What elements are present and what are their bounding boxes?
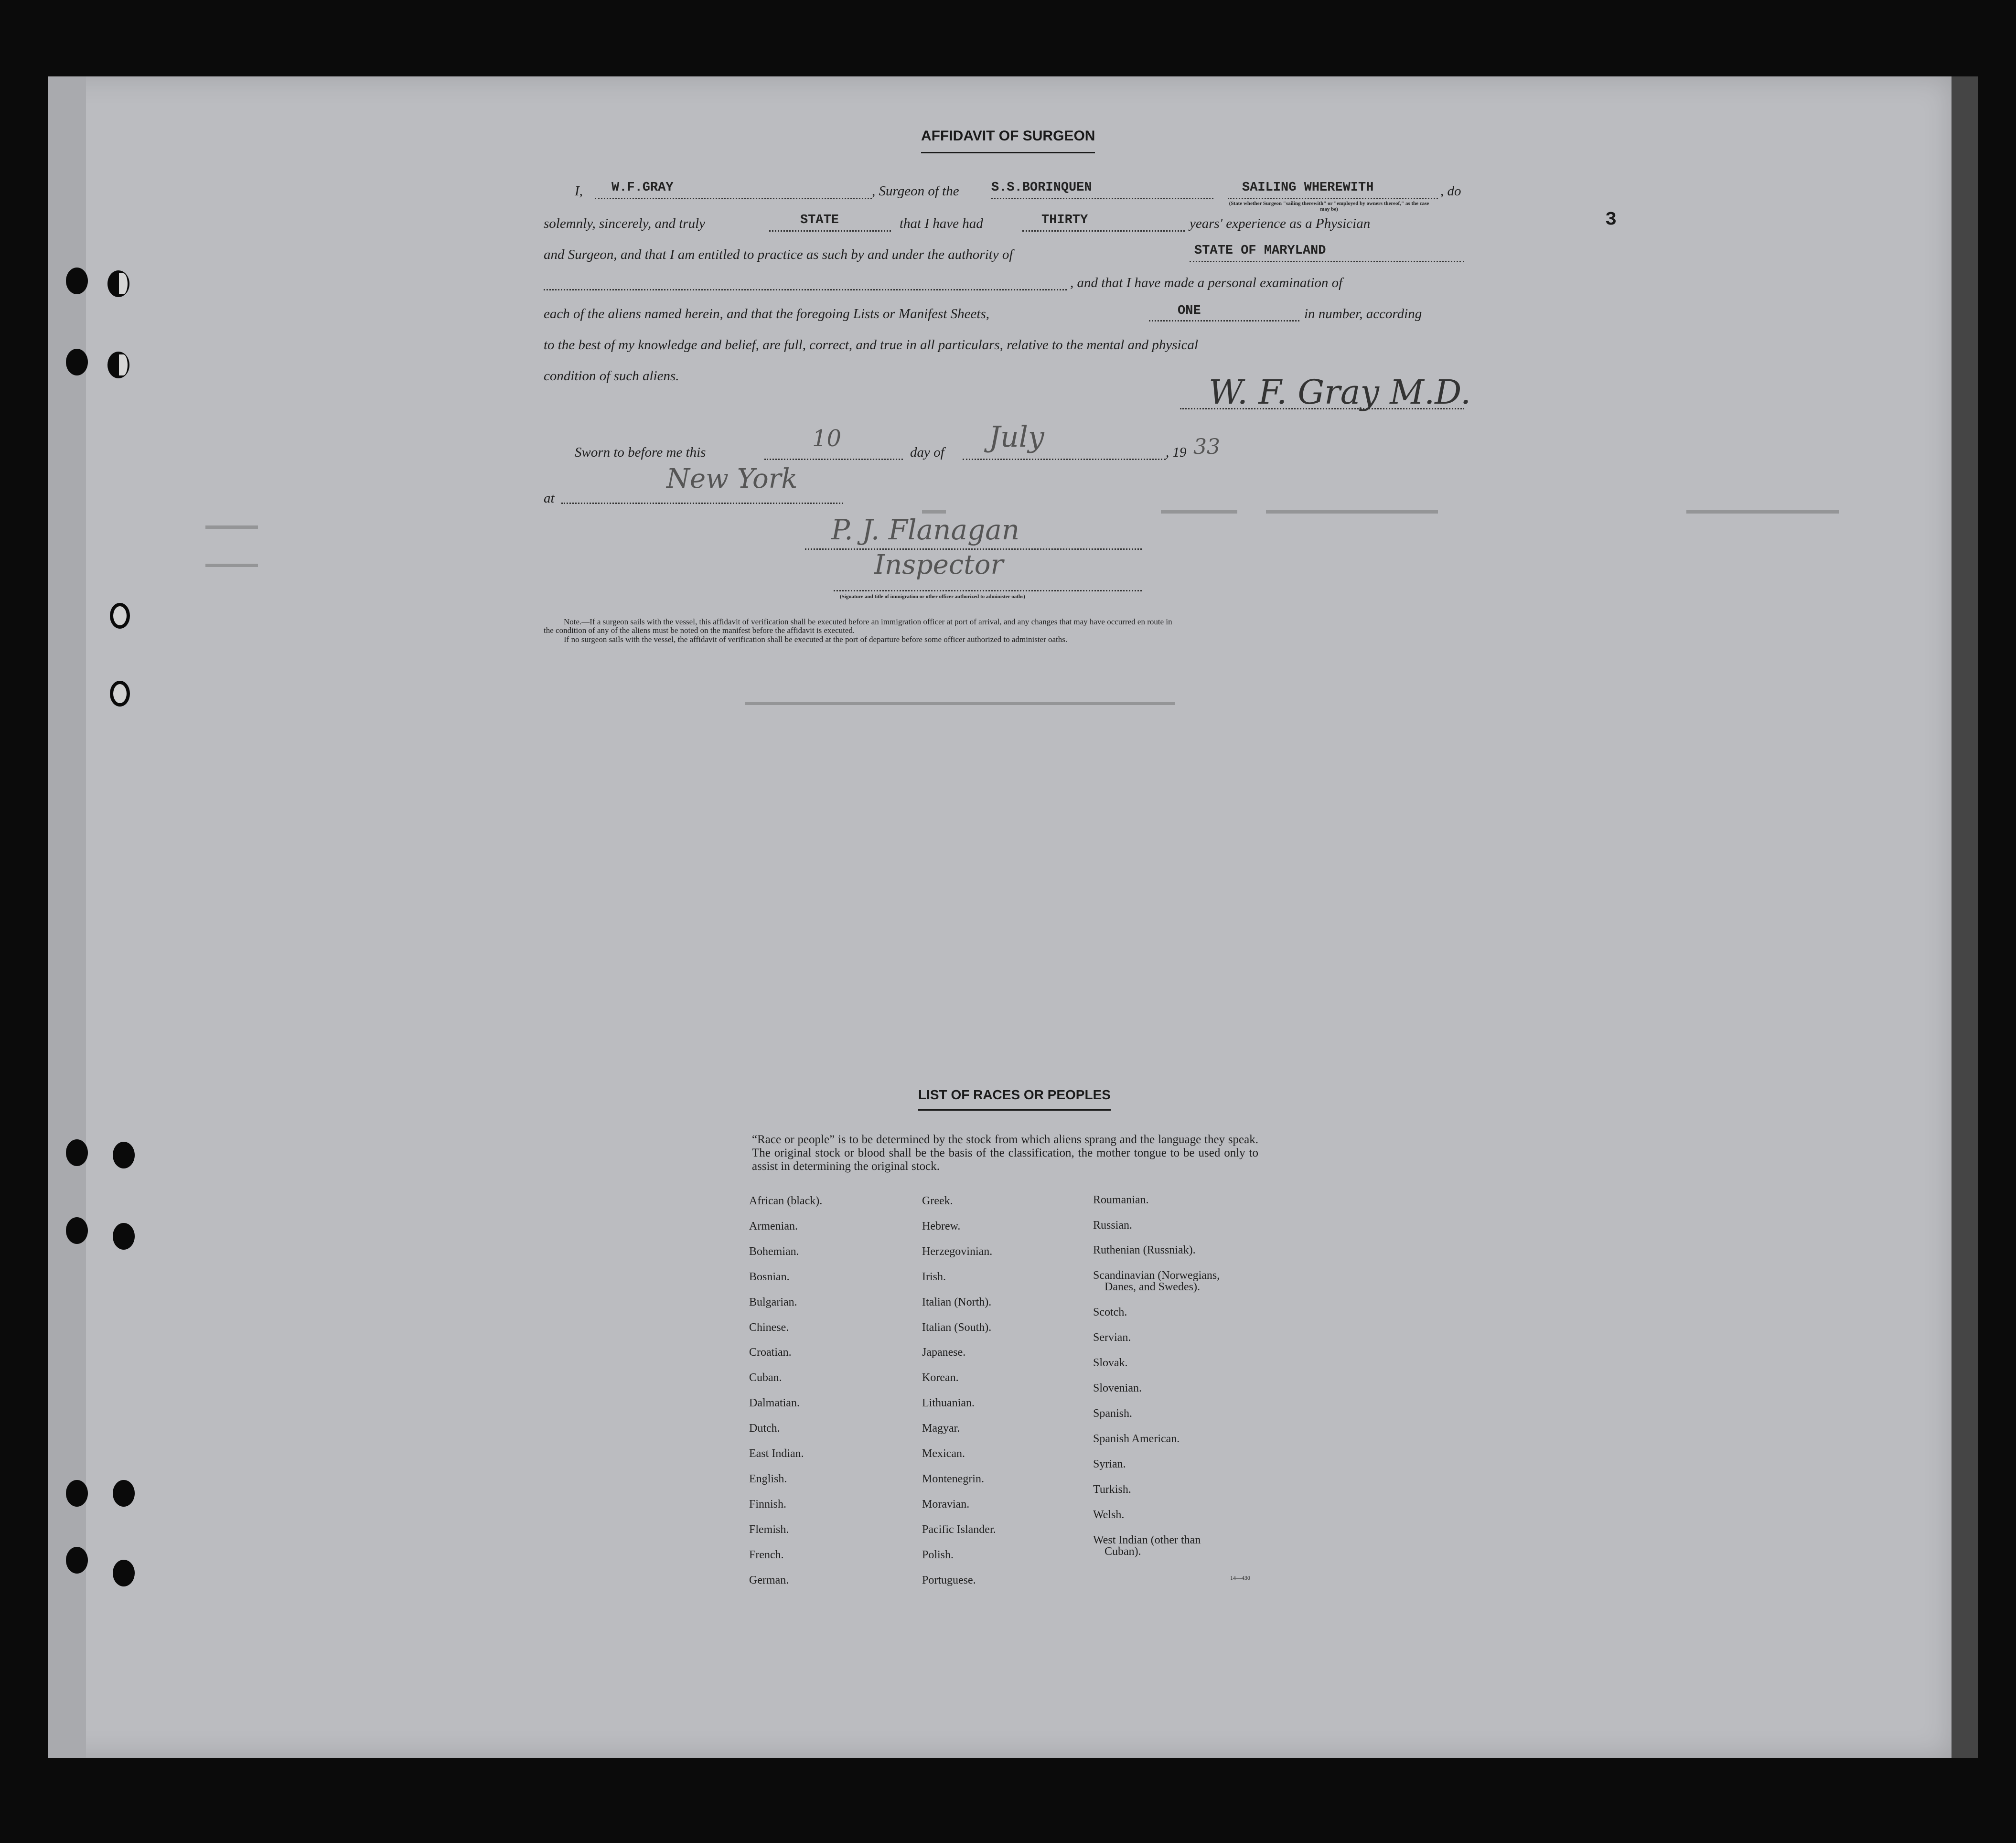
punch-hole [66, 349, 88, 375]
race-item: Cuban. [749, 1372, 782, 1384]
punch-hole [66, 1217, 88, 1244]
blank-line [595, 198, 872, 199]
race-item: Magyar. [922, 1422, 960, 1435]
race-item: Bulgarian. [749, 1296, 797, 1308]
race-item: Spanish American. [1093, 1433, 1180, 1445]
race-item: Bosnian. [749, 1271, 790, 1283]
affidavit-note: the condition of any of the aliens must be noted on the manifest before the affidavit is executed. [544, 626, 855, 635]
state-word: STATE [800, 213, 839, 227]
bleed-mark [745, 702, 1175, 705]
race-item: Pacific Islander. [922, 1523, 996, 1536]
race-item: Irish. [922, 1271, 946, 1283]
affidavit-text: day of [910, 445, 944, 460]
punch-hole [66, 268, 88, 294]
race-item: Korean. [922, 1372, 959, 1384]
race-item: Scotch. [1093, 1306, 1127, 1318]
race-item: German. [749, 1574, 789, 1586]
surgeon-signature: W. F. Gray M.D. [1209, 373, 1471, 412]
affidavit-text: that I have had [900, 216, 983, 231]
punch-hole [66, 1547, 88, 1574]
bleed-mark [1266, 510, 1438, 514]
status-instruction: (State whether Surgeon "sailing therewith" or "employed by owners thereof," as the case may be) [1229, 201, 1429, 212]
form-number: 14—430 [1230, 1575, 1250, 1581]
blank-line [991, 198, 1213, 199]
race-item: Slovenian. [1093, 1382, 1142, 1394]
affidavit-note: Note.—If a surgeon sails with the vessel, this affidavit of verification shall be executed before an immigration officer at port of arrival, and any changes that may have occurred en route in [564, 617, 1172, 626]
affidavit-text: and Surgeon, and that I am entitled to practice as such by and under the authority of [544, 247, 1013, 262]
punch-hole [110, 681, 130, 707]
blank-line [963, 459, 1166, 460]
race-item: Dutch. [749, 1422, 780, 1435]
affidavit-text: solemnly, sincerely, and truly [544, 216, 706, 231]
bleed-mark [205, 525, 258, 529]
blank-line [1190, 261, 1464, 262]
race-item: English. [749, 1473, 787, 1485]
race-item: Russian. [1093, 1219, 1133, 1232]
surgeon-status: SAILING WHEREWITH [1242, 181, 1374, 195]
race-item: Armenian. [749, 1220, 798, 1232]
surgeon-name: W.F.GRAY [611, 181, 674, 195]
affidavit-text: each of the aliens named herein, and that the foregoing Lists or Manifest Sheets, [544, 306, 989, 321]
race-item: Mexican. [922, 1447, 965, 1460]
years-experience: THIRTY [1041, 213, 1088, 227]
race-item: Portuguese. [922, 1574, 976, 1586]
affidavit-text: condition of such aliens. [544, 368, 679, 384]
bleed-mark [205, 564, 258, 567]
race-item: East Indian. [749, 1447, 804, 1460]
races-intro: “Race or people” is to be determined by the stock from which aliens sprang and the language they speak. The original stock or blood shall be the basis of the classification, the mother tongue to be used only to assist in determining the original stock. [752, 1133, 1258, 1173]
sworn-day: 10 [812, 425, 842, 452]
punch-hole [110, 603, 130, 629]
signature-line [1180, 408, 1464, 409]
race-item: Hebrew. [922, 1220, 961, 1232]
officer-caption: (Signature and title of immigration or other officer authorized to administer oaths) [840, 594, 1025, 600]
race-item: Roumanian. [1093, 1194, 1149, 1206]
signature-line [834, 590, 1142, 591]
blank-line [764, 459, 903, 460]
punch-hole [66, 1139, 88, 1166]
affidavit-text: to the best of my knowledge and belief, are full, correct, and true in all particulars, relative to the mental and physical [544, 337, 1199, 353]
affidavit-text: Sworn to before me this [575, 445, 706, 460]
affidavit-text: in number, according [1304, 306, 1422, 321]
race-item: Lithuanian. [922, 1397, 975, 1409]
affidavit-text: , 19 [1166, 445, 1187, 460]
sworn-month: July [989, 420, 1044, 454]
race-item: Dalmatian. [749, 1397, 800, 1409]
bleed-mark [922, 510, 946, 514]
race-item: French. [749, 1549, 784, 1561]
race-item: Finnish. [749, 1498, 787, 1511]
affidavit-title: AFFIDAVIT OF SURGEON [921, 128, 1095, 153]
race-item: Spanish. [1093, 1407, 1133, 1420]
page-number: 3 [1605, 209, 1617, 231]
race-item: Italian (North). [922, 1296, 992, 1308]
race-item: Greek. [922, 1195, 953, 1207]
race-item: Moravian. [922, 1498, 970, 1511]
race-item: Japanese. [922, 1346, 966, 1359]
race-item: Herzegovinian. [922, 1245, 993, 1258]
affidavit-note: If no surgeon sails with the vessel, the affidavit of verification shall be executed at the port of departure before some officer authorized to administer oaths. [564, 635, 1068, 644]
affidavit-text: I, [575, 183, 583, 199]
affidavit-text: , do [1440, 183, 1461, 199]
bleed-mark [1161, 510, 1237, 514]
punch-hole [113, 1560, 135, 1586]
affidavit-text: , and that I have made a personal examination of [1070, 275, 1343, 290]
licensing-authority: STATE OF MARYLAND [1194, 244, 1326, 258]
blank-line [1022, 230, 1185, 232]
race-item: Scandinavian (Norwegians, Danes, and Swedes). [1093, 1269, 1220, 1293]
sheet-count: ONE [1178, 304, 1201, 318]
affidavit-text: years' experience as a Physician [1190, 216, 1371, 231]
race-item: African (black). [749, 1195, 823, 1207]
punch-hole [113, 1480, 135, 1507]
punch-hole [113, 1223, 135, 1250]
officer-signature: P. J. Flanagan [831, 514, 1020, 546]
race-item: Chinese. [749, 1321, 789, 1334]
race-item: Croatian. [749, 1346, 792, 1359]
officer-title: Inspector [874, 549, 1004, 580]
race-item: Montenegrin. [922, 1473, 984, 1485]
punch-hole [107, 270, 129, 297]
race-item: Flemish. [749, 1523, 789, 1536]
blank-line [1149, 320, 1299, 321]
document-page [48, 76, 1952, 1758]
race-item: West Indian (other than Cuban). [1093, 1534, 1201, 1558]
affidavit-text: , Surgeon of the [872, 183, 959, 199]
race-item: Polish. [922, 1549, 954, 1561]
affidavit-text: at [544, 491, 555, 506]
races-title: LIST OF RACES OR PEOPLES [918, 1087, 1111, 1111]
race-item: Italian (South). [922, 1321, 992, 1334]
sworn-place: New York [666, 463, 798, 494]
bleed-mark [1686, 510, 1839, 514]
vessel-name: S.S.BORINQUEN [991, 181, 1092, 195]
blank-line [544, 289, 1067, 290]
race-item: Syrian. [1093, 1458, 1126, 1470]
race-item: Ruthenian (Russniak). [1093, 1244, 1196, 1256]
punch-hole [107, 352, 129, 378]
race-item: Slovak. [1093, 1357, 1128, 1369]
punch-hole [113, 1142, 135, 1168]
race-item: Bohemian. [749, 1245, 799, 1258]
race-item: Servian. [1093, 1331, 1131, 1344]
sworn-year: 33 [1193, 435, 1220, 459]
punch-hole [66, 1480, 88, 1507]
blank-line [769, 230, 891, 232]
page-edge [1952, 76, 1978, 1758]
race-item: Turkish. [1093, 1483, 1131, 1496]
race-item: Welsh. [1093, 1509, 1125, 1521]
blank-line [1228, 198, 1438, 199]
blank-line [561, 503, 843, 504]
